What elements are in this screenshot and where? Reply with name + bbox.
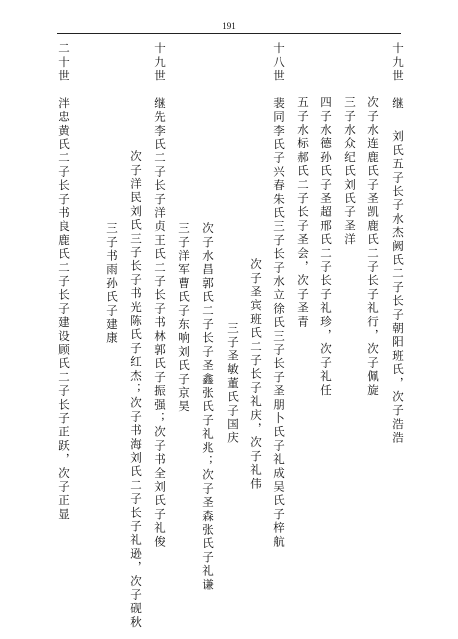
lineage-column-4: 四子水德孙氏子圣超邢氏二子长子礼珍，次子礼任 [319, 96, 333, 398]
lineage-column-6: 十八世 裴同李氏子兴春朱氏三子长子水立徐氏三子长子圣朋卜氏子礼成吴氏子梓航 [272, 42, 286, 549]
lineage-column-2: 次子水连鹿氏子圣凯鹿氏二子长子礼行，次子佩旋 [366, 96, 380, 398]
lineage-column-1: 十九世 继 刘氏五子长子水杰阙氏二子长子朝阳班氏，次子浩浩 [391, 42, 405, 446]
lineage-column-13: 三子书雨孙氏子建康 [105, 222, 119, 346]
header-rule [57, 33, 401, 34]
lineage-column-3: 三子水众纪氏刘氏子圣洋 [343, 96, 357, 247]
lineage-column-7: 次子圣宾班氏二子长子礼庆，次子礼伟 [249, 258, 263, 491]
page-number: 191 [222, 21, 236, 31]
lineage-column-8: 三子圣敏董氏子国庆 [226, 322, 240, 446]
lineage-column-10: 三子洋军曹氏子东响刘氏子京昊 [177, 222, 191, 414]
lineage-column-14: 二十世 泮忠黄氏二子长子书良鹿氏二子长子建设顾氏二子长子正跃，次子正显 [57, 42, 71, 522]
lineage-column-12: 次子洋民刘氏三子长子书光陈氏子红杰；次子书海刘氏二子长子礼逊，次子砚秋 [129, 150, 143, 630]
lineage-column-5: 五子水标郝氏二子长子圣会，次子圣青 [296, 96, 310, 329]
lineage-column-11: 十九世 继先李氏二子长子洋贞王氏二子长子书林郭氏子振强；次子书全刘氏子礼俊 [153, 42, 167, 549]
lineage-column-9: 次子水昌郭氏二子长子圣鑫张氏子礼兆；次子圣森张氏子礼谦 [201, 222, 215, 592]
